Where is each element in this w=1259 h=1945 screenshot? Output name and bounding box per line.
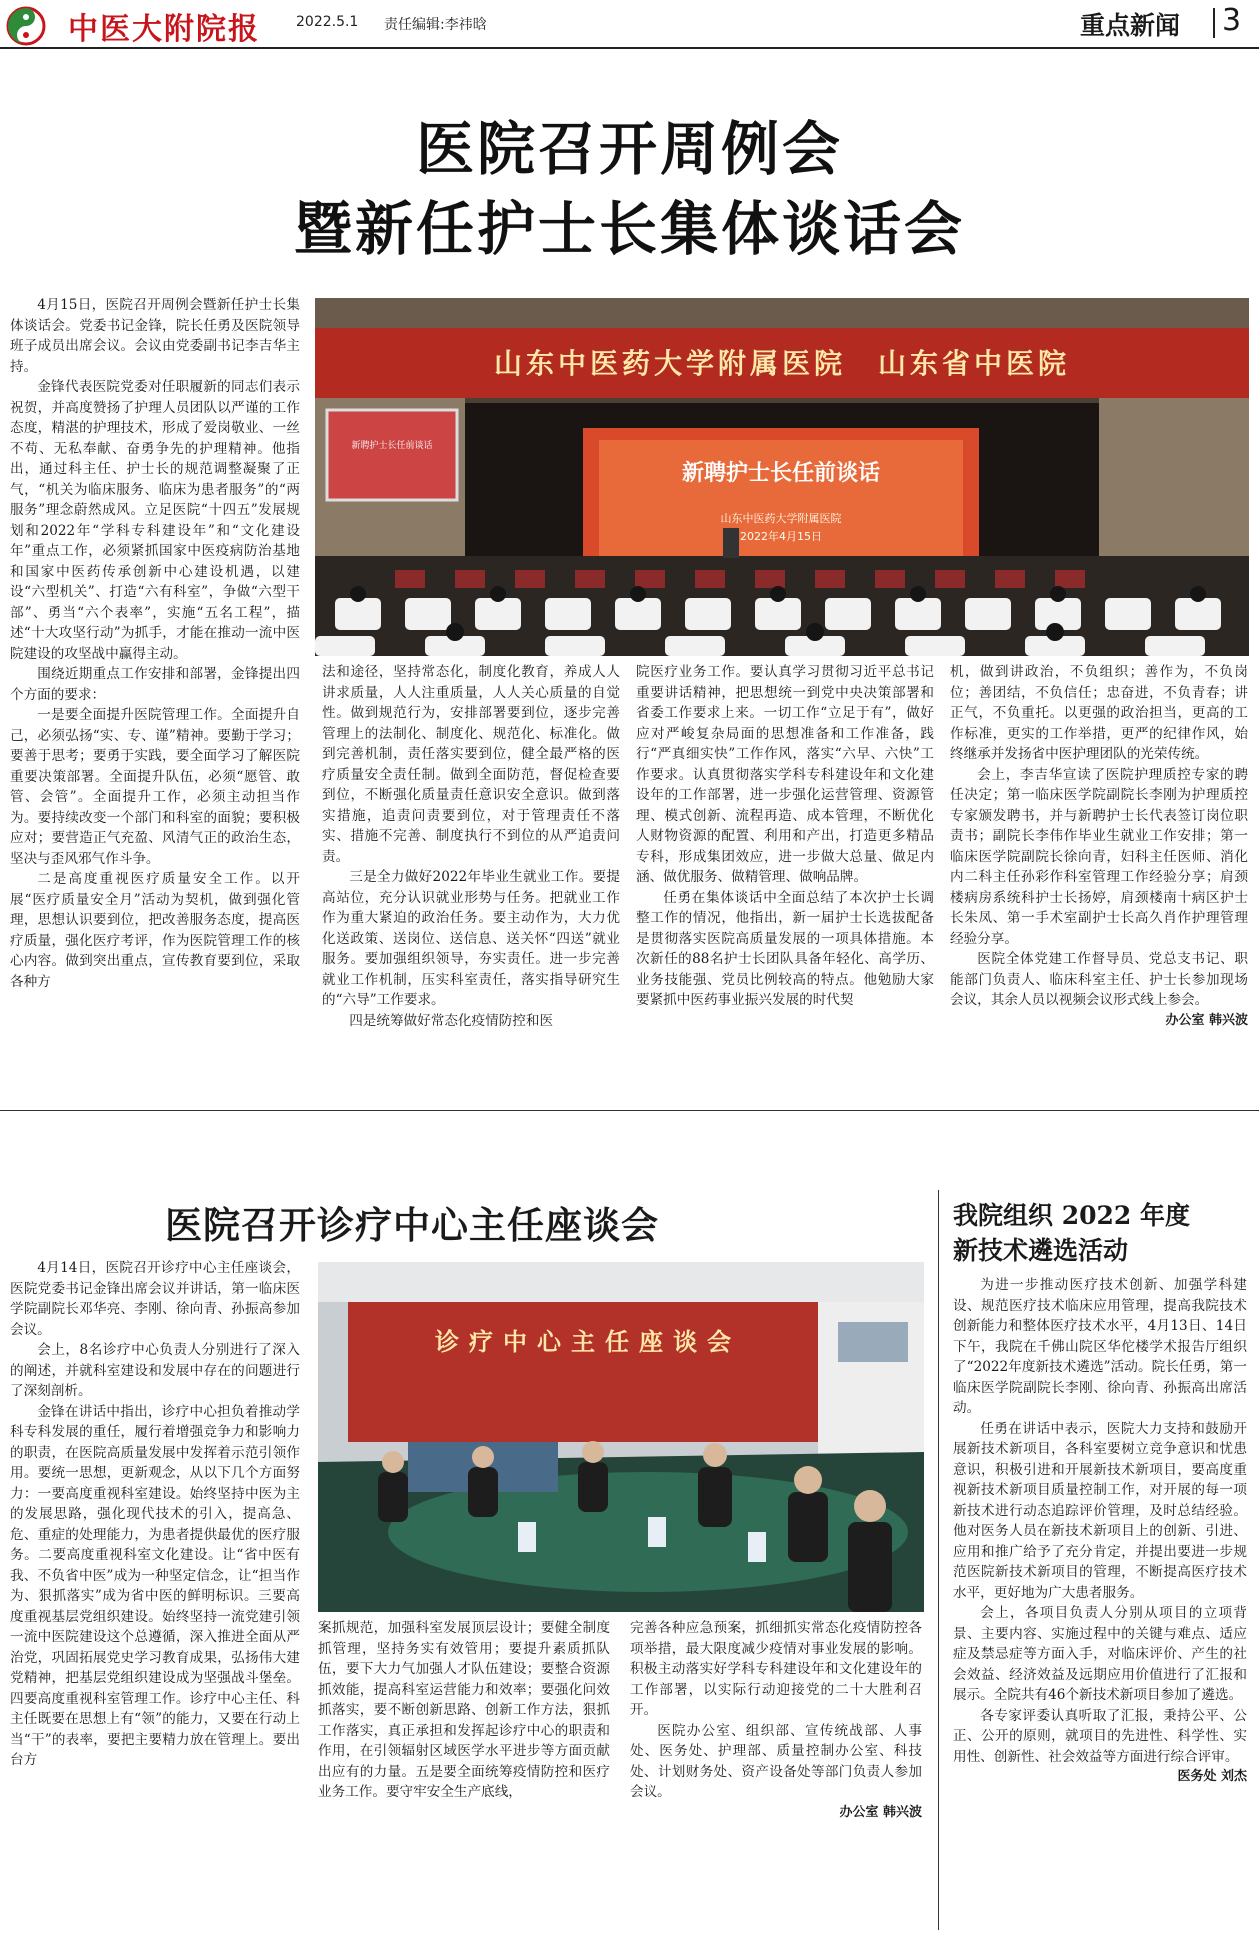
issue-date: 2022.5.1 bbox=[296, 14, 359, 30]
paragraph: 机，做到讲政治，不负组织；善作为，不负岗位；善团结，不负信任；忠奋进，不负青春；讲正气，不负重托。以更强的政治担当，更高的工作标准，更实的工作举措，更严的纪律作风，始终继承并发扬省中医护理团队的光荣传统。 bbox=[950, 664, 1248, 762]
paragraph: 会上，各项目负责人分别从项目的立项背景、主要内容、实施过程中的关键与难点、适应症及禁忌症等方面入手，对临床评价、产生的社会效益、经济效益及远期应用价值进行了汇报和展示。全院共有46个新技术新项目参加了遴选。 bbox=[953, 1605, 1247, 1703]
article1-column4 bbox=[950, 662, 1248, 1031]
seminar-room-illustration bbox=[318, 1262, 924, 1612]
paragraph: 会上，李吉华宣读了医院护理质控专家的聘任决定；第一临床医学院副院长李刚为护理质控专家颁发聘书，并与新聘护士长代表签订岗位职责书；副院长李伟作毕业生就业工作安排；第一临床医学院副院长徐向青，妇科主任医师、消化内二科主任孙彩作科室管理工作经验分享；肩颈楼病房系统科护士长扬婷，肩颈楼南十病区护士长朱凤、第一手术室副护士长高久肖作护理管理经验分享。 bbox=[950, 766, 1248, 947]
article3-headline-line1: 我院组织 2022 年度 bbox=[953, 1201, 1190, 1230]
header-rule bbox=[0, 47, 1259, 49]
seminar-banner-text: 诊疗中心主任座谈会 bbox=[435, 1327, 741, 1356]
paragraph: 金锋在讲话中指出，诊疗中心担负着推动学科专科发展的重任，履行着增强竞争力和影响力的职责，在医院高质量发展中发挥着示范引领作用。要统一思想，更新观念，从以下几个方面努力：一要高度重视科室建设。始终坚持中医为主的发展思路，强化现代技术的引入，提高急、危、重症的处理能力，为患者提供最优的医疗服务。二要高度重视科室文化建设。让“省中医有我、不负省中医”成为一种坚定信念，让“担当作为、狠抓落实”成为省中医的鲜明标识。三要高度重视基层党组织建设。始终坚持一流党建引领一流中医院建设这个总遵循，深入推进全面从严治党，巩固拓展党史学习教育成果，弘扬伟大建党精神，把基层党组织建设成为坚强战斗堡垒。四要高度重视科室管理工作。诊疗中心主任、科主任既要在思想上有“领”的能力，又要在行动上当“干”的表率，要把主要精力放在管理上。要出台方 bbox=[10, 1403, 300, 1768]
paragraph: 完善各种应急预案，抓细抓实常态化疫情防控各项举措，最大限度减少疫情对事业发展的影响。积极主动落实好学科专科建设年和文化建设年的工作部署，以实际行动迎接党的二十大胜利召开。 bbox=[630, 1620, 922, 1718]
paragraph: 法和途径，坚持常态化，制度化教育，养成人人讲求质量，人人注重质量，人人关心质量的自觉性。做到规范行为，安排部署要到位，逐步完善管理上的法制化、制度化、规范化、标准化。做到完善机制，责任落实要到位，健全最严格的医疗质量安全责任制。做到全面防范，督促检查要到位，不断强化质量责任意识安全意识。做到落实措施，追责问责要到位，对于管理责任不落实、措施不完善、制度执行不到位的从严追责问责。 bbox=[322, 664, 620, 865]
paper-name: 中医大附院报 bbox=[68, 12, 260, 47]
article1-column2 bbox=[322, 662, 620, 1031]
article2-signature: 办公室 韩兴波 bbox=[839, 1804, 922, 1820]
column-divider bbox=[938, 1190, 939, 1930]
masthead bbox=[0, 0, 1259, 50]
article1-column1 bbox=[10, 295, 300, 992]
side-screen-text: 新聘护士长任前谈话 bbox=[351, 441, 433, 451]
paragraph: 各专家评委认真听取了汇报，秉持公平、公正、公开的原则，就项目的先进性、科学性、实用性、创新性、社会效益等方面进行综合评审。 bbox=[953, 1707, 1247, 1765]
paragraph: 医院办公室、组织部、宣传统战部、人事处、医务处、护理部、质量控制办公室、科技处、计划财务处、资产设备处等部门负责人参加会议。 bbox=[630, 1722, 922, 1800]
article3-signature: 医务处 刘杰 bbox=[1177, 1769, 1247, 1784]
section-divider bbox=[0, 1110, 1259, 1111]
article3-column bbox=[953, 1275, 1247, 1788]
paragraph: 院医疗业务工作。要认真学习贯彻习近平总书记重要讲话精神，把思想统一到党中央决策部署和省委工作要求上来。一切工作“立足于有”，做好应对严峻复杂局面的思想准备和工作准备，践行“严真细实快”工作作风，落实“六早、六快”工作要求。认真贯彻落实学科专科建设年和文化建设年的工作部署，进一步强化运营管理、资源管理、模式创新、流程再造、成本管理，不断优化人财物资源的配置、利用和产出，打造更多精品专科，形成集团效应，进一步做大总量、做足内涵、做优服务、做精管理、做响品牌。 bbox=[636, 664, 934, 885]
page-number-separator bbox=[1213, 8, 1215, 38]
paragraph: 一是要全面提升医院管理工作。全面提升自己，必须弘扬“实、专、谨”精神。要勤于学习；要善于思考；要勇于实践，要全面学习了解医院重要决策部署。全面提升队伍，必须“愿管、敢管、会管”。全面提升工作，必须主动担当作为。要持续改变一个部门和科室的面貌；要积极应对；要营造正气充盈、风清气正的政治生态，坚决与歪风邪气作斗争。 bbox=[10, 707, 300, 867]
paragraph: 4月14日，医院召开诊疗中心主任座谈会，医院党委书记金锋出席会议并讲话，第一临床医学院副院长邓华亮、李刚、徐向青、孙振高参加会议。 bbox=[10, 1260, 300, 1338]
paragraph: 任勇在讲话中表示，医院大力支持和鼓励开展新技术新项目，各科室要树立竞争意识和忧患意识，积极引进和开展新技术新项目，要高度重视新技术新项目质量控制工作，对开展的每一项新技术进行动态追踪评价管理，及时总结经验。他对医务人员在新技术新项目上的创新、引进、应用和推广给予了充分肯定，并提出要进一步规范医院新技术新项目的管理，不断提高医疗技术水平，更好地为广大患者服务。 bbox=[953, 1420, 1247, 1601]
paragraph: 会上，8名诊疗中心负责人分别进行了深入的阐述，并就科室建设和发展中存在的问题进行了深刻剖析。 bbox=[10, 1342, 300, 1399]
article1-headline-line2: 暨新任护士长集体谈话会 bbox=[293, 195, 965, 263]
article2-column3 bbox=[630, 1618, 922, 1823]
article2-column2 bbox=[318, 1618, 610, 1803]
paragraph: 围绕近期重点工作安排和部署，金锋提出四个方面的要求： bbox=[10, 666, 300, 703]
page-number: 3 bbox=[1222, 3, 1242, 38]
newspaper-logo-icon bbox=[4, 4, 60, 48]
conference-photo bbox=[315, 298, 1249, 656]
article3-headline-line2: 新技术遴选活动 bbox=[953, 1236, 1129, 1265]
paragraph: 案抓规范，加强科室发展顶层设计；要健全制度抓管理，坚持务实有效管用；要提升素质抓队伍，要下大力气加强人才队伍建设；要整合资源抓效能，提高科室运营能力和效率；要强化问效抓落实，要不断创新思路、创新工作方法，狠抓工作落实，真正承担和发挥起诊疗中心的职责和作用，在引领辐射区域医学水平进步等方面贡献出应有的力量。五是要全面统筹疫情防控和医疗业务工作。要守牢安全生产底线， bbox=[318, 1620, 610, 1800]
main-screen-date: 2022年4月15日 bbox=[740, 530, 822, 543]
paragraph: 三是全力做好2022年毕业生就业工作。要提高站位，充分认识就业形势与任务。把就业工作作为重大紧迫的政治任务。要主动作为，大力优化送政策、送岗位、送信息、送关怀“四送”就业服务。要加强组织领导，夯实责任。进一步完善就业工作机制，压实科室责任，落实指导研究生的“六导”工作要求。 bbox=[322, 869, 620, 1008]
paragraph: 为进一步推动医疗技术创新、加强学科建设、规范医疗技术临床应用管理，提高我院技术创新能力和整体医疗技术水平，4月13日、14日下午，我院在千佛山院区华佗楼学术报告厅组织了“2022年度新技术遴选”活动。院长任勇，第一临床医学院副院长李刚、徐向青、孙振高出席活动。 bbox=[953, 1277, 1247, 1416]
responsible-editor: 责任编辑:李祎晗 bbox=[384, 17, 487, 33]
main-screen-org: 山东中医药大学附属医院 bbox=[720, 512, 842, 525]
paragraph: 医院全体党建工作督导员、党总支书记、职能部门负责人、临床科室主任、护士长参加现场会议，其余人员以视频会议形式线上参会。 bbox=[950, 951, 1248, 1008]
seminar-photo bbox=[318, 1262, 924, 1612]
paragraph: 四是统筹做好常态化疫情防控和医 bbox=[349, 1012, 554, 1029]
article1-signature: 办公室 韩兴波 bbox=[1165, 1012, 1248, 1028]
main-screen-title: 新聘护士长任前谈话 bbox=[681, 460, 880, 486]
article2-headline: 医院召开诊疗中心主任座谈会 bbox=[165, 1203, 659, 1247]
article1-column3 bbox=[636, 662, 934, 1011]
paragraph: 金锋代表医院党委对任职履新的同志们表示祝贺，并高度赞扬了护理人员团队以严谨的工作态度，精湛的护理技术，形成了爱岗敬业、一丝不苟、无私奉献、奋勇争先的护理精神。他指出，通过科主任、护士长的规范调整凝聚了正气，“机关为临床服务、临床为患者服务”的“两服务”理念蔚然成风。立足医院“十四五”发展规划和2022年“学科专科建设年”和“文化建设年”重点工作，必须紧抓国家中医疫病防治基地和国家中医药传承创新中心建设机遇，以建设“六型机关”、打造“六有科室”，争做“六型干部”、勇当“六个表率”，实施“五名工程”，描述“十大攻坚行动”为抓手，才能在推动一流中医院建设的攻坚战中赢得主动。 bbox=[10, 379, 300, 662]
paragraph: 任勇在集体谈话中全面总结了本次护士长调整工作的情况，他指出，新一届护士长选拔配备是贯彻落实医院高质量发展的一项具体措施。本次新任的88名护士长团队具备年轻化、高学历、业务技能强、党员比例较高的特点。他勉励大家要紧抓中医药事业振兴发展的时代契 bbox=[636, 889, 934, 1008]
article1-headline-line1: 医院召开周例会 bbox=[415, 115, 843, 183]
hall-banner-text: 山东中医药大学附属医院 山东省中医院 bbox=[493, 347, 1070, 380]
paragraph: 4月15日，医院召开周例会暨新任护士长集体谈话会。党委书记金锋，院长任勇及医院领导班子成员出席会议。会议由党委副书记李吉华主持。 bbox=[10, 297, 300, 375]
section-name: 重点新闻 bbox=[1080, 11, 1181, 40]
article2-column1 bbox=[10, 1258, 300, 1771]
paragraph: 二是高度重视医疗质量安全工作。以开展“医疗质量安全月”活动为契机，做到强化管理，思想认识要到位，把改善服务态度，提高医疗质量，强化医疗考评，作为医院管理工作的核心内容。做到突出重点，宣传教育要到位，采取各种方 bbox=[10, 871, 300, 990]
